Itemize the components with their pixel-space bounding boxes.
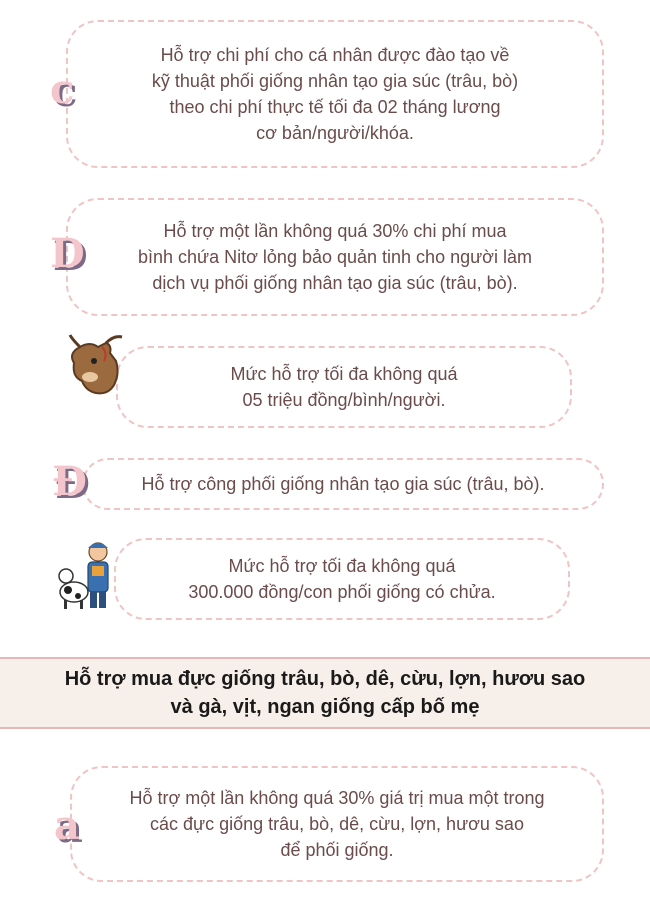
info-card-max-nitrogen: [116, 346, 572, 428]
badge-letter-d: D: [50, 230, 85, 277]
info-card-c: [66, 20, 604, 168]
card-text: Mức hỗ trợ tối đa không quá 300.000 đồng/con phối giống có chửa.: [188, 556, 496, 602]
card-text: Hỗ trợ một lần không quá 30% chi phí mua bình chứa Nitơ lỏng bảo quản tinh cho người làm dịch vụ phối giống nhân tạo gia súc (trâu, bò).: [138, 221, 532, 293]
banner-title: Hỗ trợ mua đực giống trâu, bò, dê, cừu, lợn, hươu sao và gà, vịt, ngan giống cấp bố mẹ: [64, 668, 586, 718]
info-card-d: [66, 198, 604, 316]
info-card-max-insemination: [114, 538, 570, 620]
card-text: Hỗ trợ chi phí cho cá nhân được đào tạo về kỹ thuật phối giống nhân tạo gia súc (trâu, bò) theo chi phí thực tế tối đa 02 tháng lương cơ bản/người/khóa.: [151, 45, 519, 143]
card-text: Hỗ trợ công phối giống nhân tạo gia súc (trâu, bò).: [141, 474, 545, 494]
badge-letter-c: c: [50, 66, 75, 113]
badge-letter-d-stroke: Ð: [52, 458, 87, 505]
card-text: Mức hỗ trợ tối đa không quá 05 triệu đồng/bình/người.: [230, 364, 458, 410]
farmer-cow-illustration-icon: [56, 540, 118, 612]
buffalo-illustration-icon: [66, 333, 126, 401]
info-card-a: [70, 766, 604, 882]
badge-letter-a: a: [54, 802, 80, 849]
info-card-d-stroke: [82, 458, 604, 510]
card-text: Hỗ trợ một lần không quá 30% giá trị mua một trong các đực giống trâu, bò, dê, cừu, lợn, hươu sao để phối giống.: [129, 788, 545, 860]
section-banner: [0, 657, 650, 729]
